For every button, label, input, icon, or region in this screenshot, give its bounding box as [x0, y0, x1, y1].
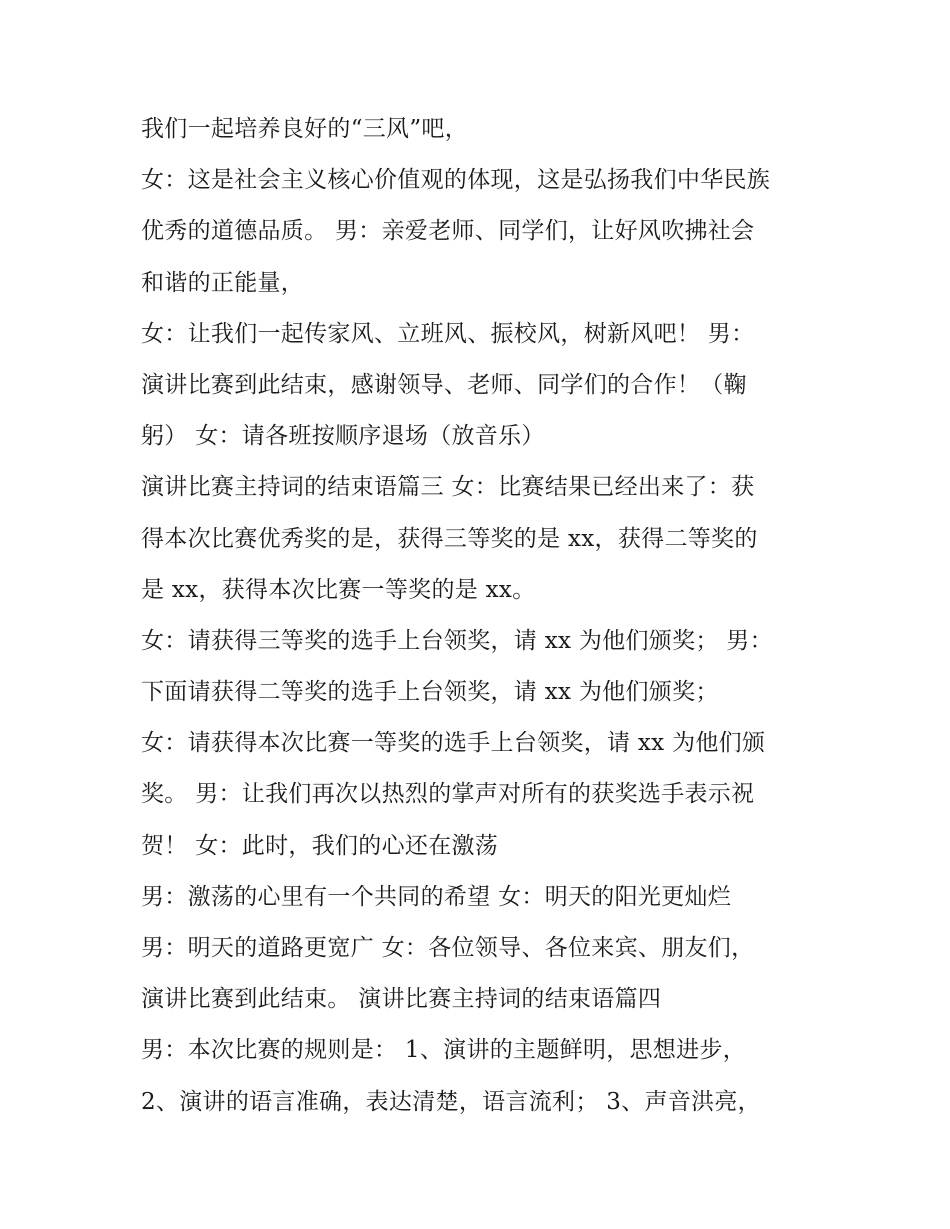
text-line: 奖。 男：让我们再次以热烈的掌声对所有的获奖选手表示祝 — [141, 781, 755, 808]
text-line: 下面请获得二等奖的选手上台领奖，请 xx 为他们颁奖； — [141, 679, 719, 706]
text-line: 演讲比赛到此结束。 演讲比赛主持词的结束语篇四 — [141, 986, 662, 1013]
text-line: 是 xx，获得本次比赛一等奖的是 xx。 — [141, 576, 536, 603]
text-line: 女：这是社会主义核心价值观的体现，这是弘扬我们中华民族 — [141, 167, 771, 194]
text-line: 躬） 女：请各班按顺序退场（放音乐） — [141, 423, 545, 450]
text-line: 演讲比赛主持词的结束语篇三 女：比赛结果已经出来了：获 — [141, 474, 755, 501]
text-line: 贺！ 女：此时，我们的心还在激荡 — [141, 832, 499, 859]
text-line: 男：激荡的心里有一个共同的希望 女：明天的阳光更灿烂 — [141, 883, 732, 910]
text-line: 演讲比赛到此结束，感谢领导、老师、同学们的合作！（鞠 — [141, 371, 747, 398]
text-line: 男：明天的道路更宽广 女：各位领导、各位来宾、朋友们， — [141, 935, 755, 961]
text-line: 女：请获得三等奖的选手上台领奖，请 xx 为他们颁奖； 男： — [141, 627, 773, 654]
text-line: 我们一起培养良好的“三风”吧， — [141, 116, 469, 142]
text-line: 优秀的道德品质。 男：亲爱老师、同学们，让好风吹拂社会 — [141, 218, 755, 245]
text-line: 女：让我们一起传家风、立班风、振校风，树新风吧！ 男： — [141, 320, 755, 347]
text-line: 男：本次比赛的规则是： 1、演讲的主题鲜明，思想进步， — [141, 1037, 747, 1064]
text-line: 得本次比赛优秀奖的是，获得三等奖的是 xx，获得二等奖的 — [141, 525, 758, 552]
document-body — [141, 111, 821, 1135]
text-line: 女：请获得本次比赛一等奖的选手上台领奖，请 xx 为他们颁 — [141, 730, 766, 757]
text-line: 和谐的正能量， — [141, 269, 305, 296]
text-line: 2、演讲的语言准确，表达清楚，语言流利； 3、声音洪亮， — [141, 1088, 761, 1115]
